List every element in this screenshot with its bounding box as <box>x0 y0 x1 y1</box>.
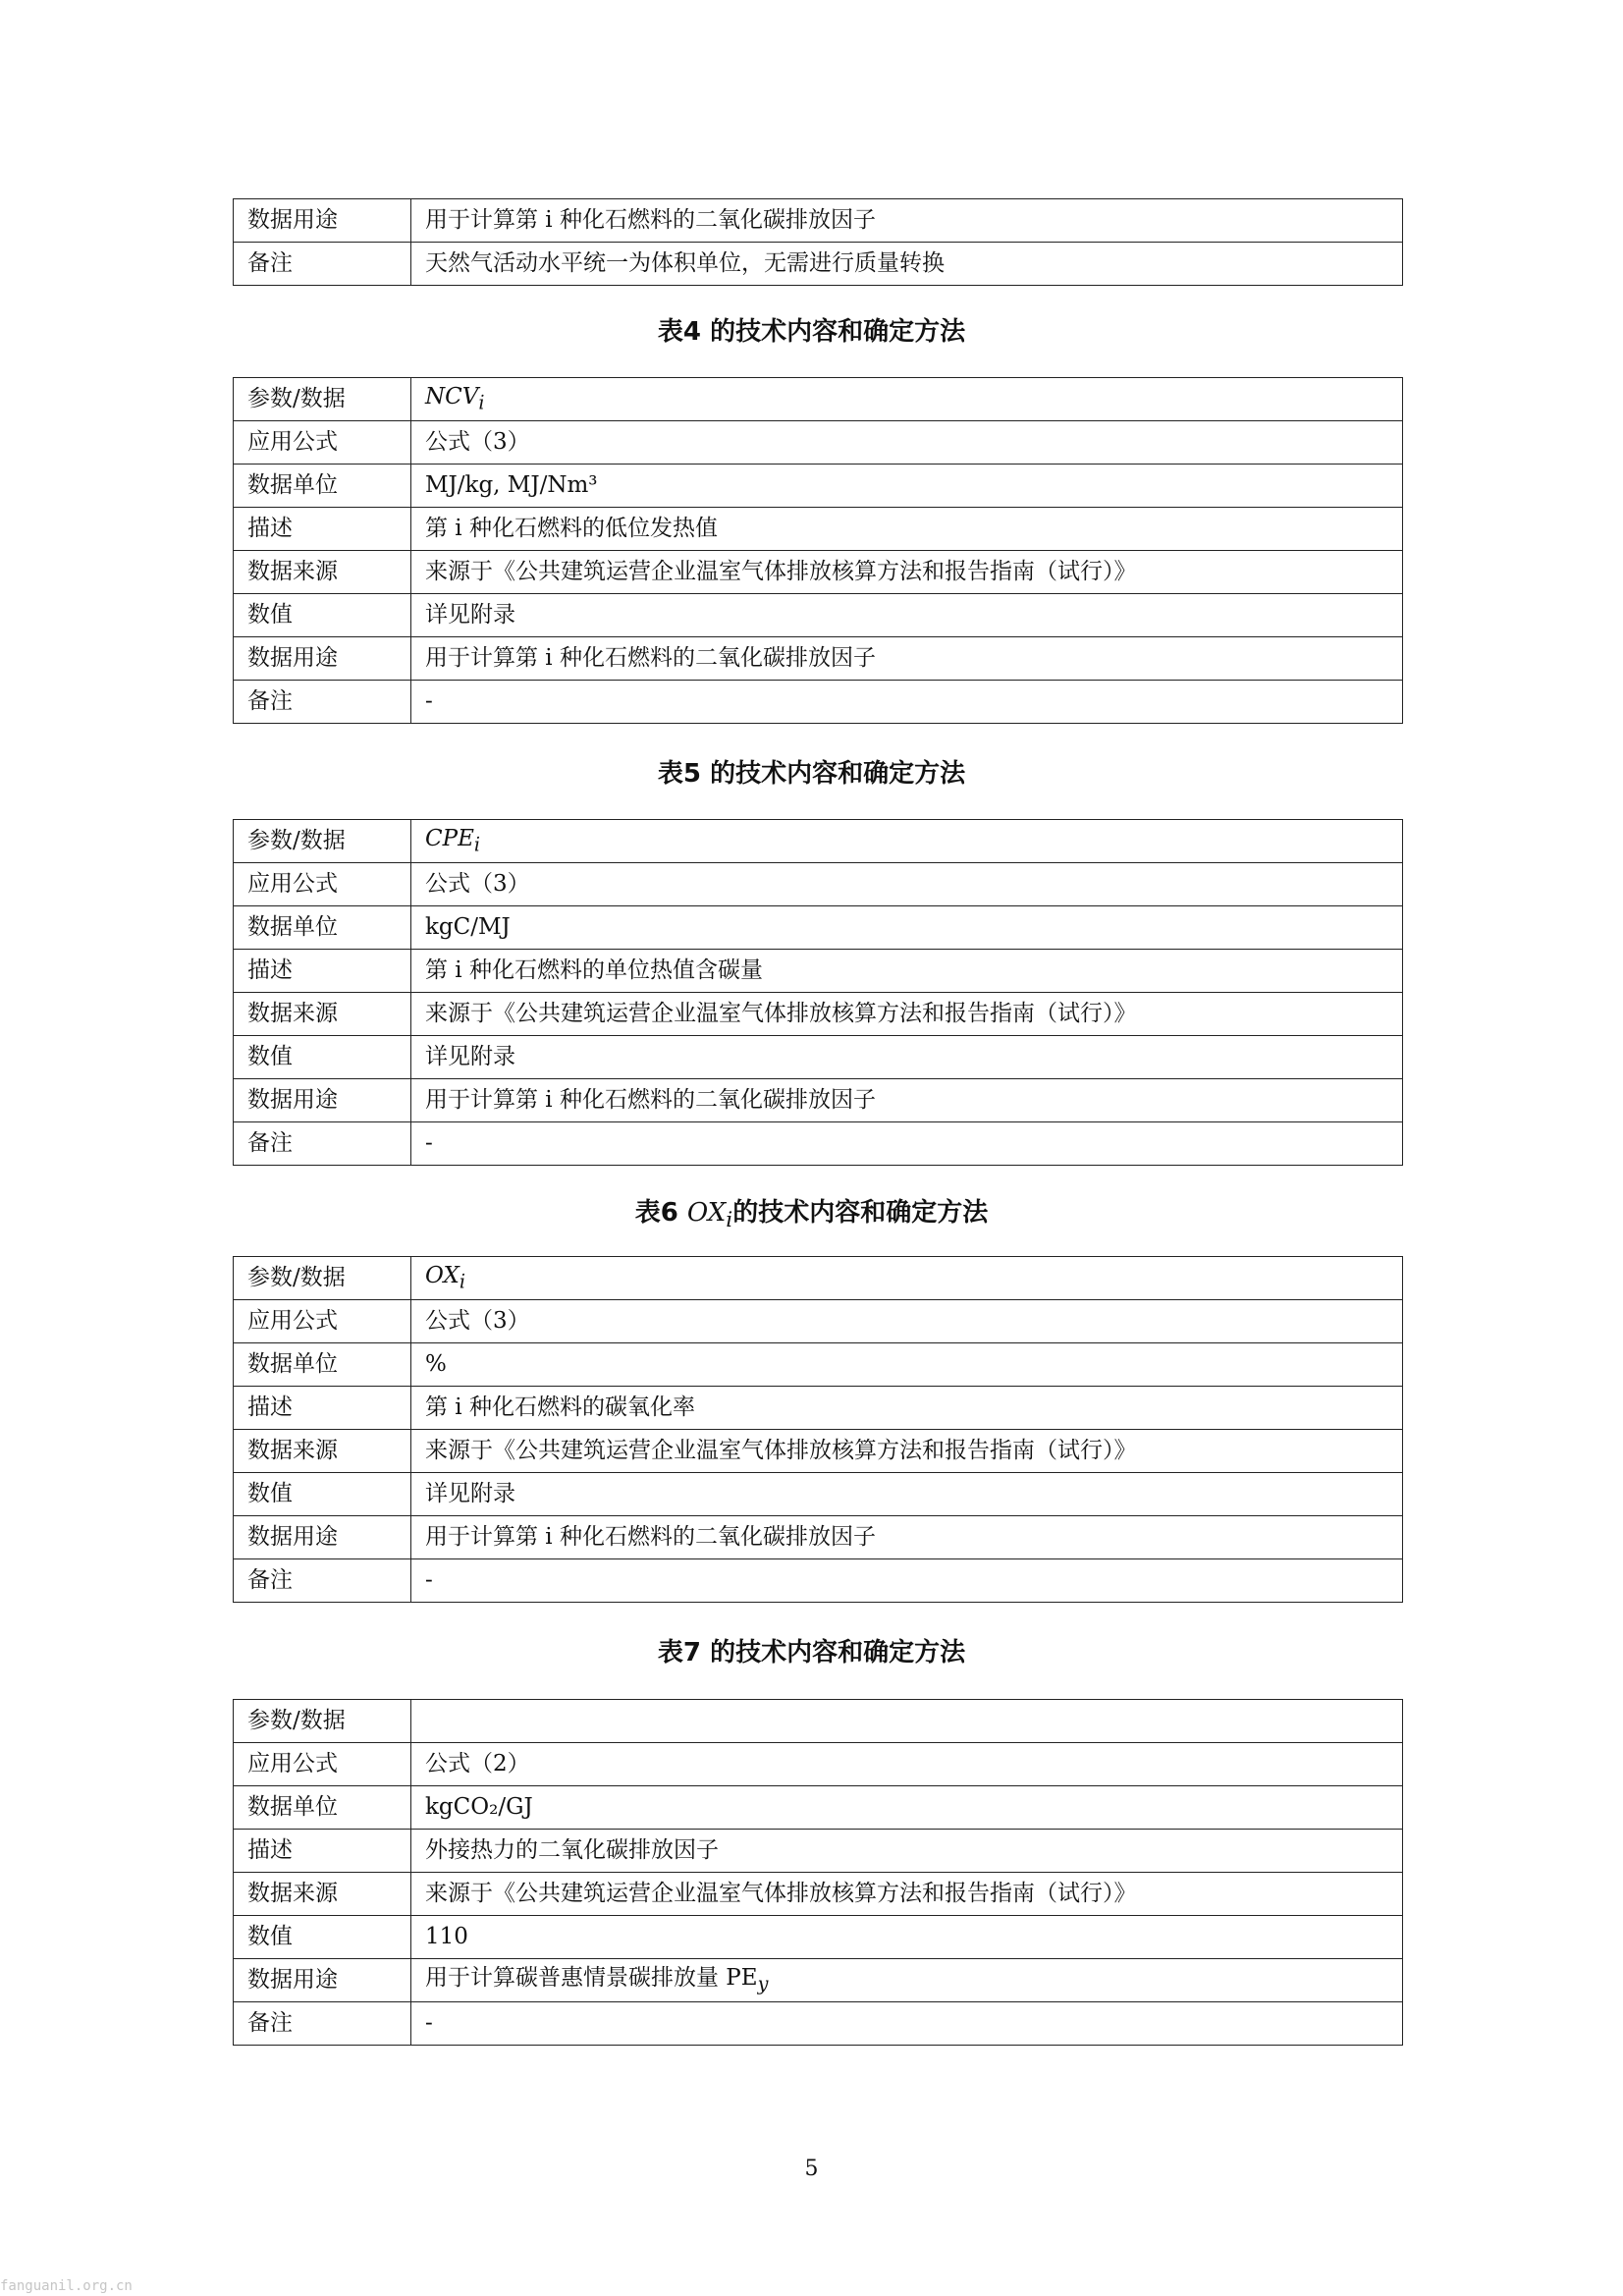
table-6 <box>233 1256 1403 1603</box>
table-row <box>234 378 1403 421</box>
row-key: 数据来源 <box>234 1430 411 1473</box>
table-row <box>234 1516 1403 1559</box>
caption-prefix: 表6 <box>634 1198 678 1228</box>
table-row <box>234 1387 1403 1430</box>
param-symbol: $NCV_i$ <box>411 378 1403 421</box>
table-row <box>234 1786 1403 1830</box>
row-value: - <box>411 1122 1403 1166</box>
table-row <box>234 1559 1403 1603</box>
row-key: 数据来源 <box>234 993 411 1036</box>
row-value: 第 i 种化石燃料的单位热值含碳量 <box>411 950 1403 993</box>
table-7 <box>233 1699 1403 2046</box>
row-value: 外接热力的二氧化碳排放因子 <box>411 1830 1403 1873</box>
row-value: - <box>411 681 1403 724</box>
row-value: - <box>411 1559 1403 1603</box>
row-value: % <box>411 1343 1403 1387</box>
table-row <box>234 1873 1403 1916</box>
row-value: 来源于《公共建筑运营企业温室气体排放核算方法和报告指南（试行）》 <box>411 1430 1403 1473</box>
row-value: - <box>411 2002 1403 2046</box>
row-key: 参数/数据 <box>234 1257 411 1300</box>
table-row <box>234 2002 1403 2046</box>
table-3-tail <box>233 198 1403 286</box>
row-value: 来源于《公共建筑运营企业温室气体排放核算方法和报告指南（试行）》 <box>411 993 1403 1036</box>
row-key: 备注 <box>234 2002 411 2046</box>
caption-suffix: 的技术内容和确定方法 <box>710 1638 966 1667</box>
table-row <box>234 1036 1403 1079</box>
param-symbol <box>411 1700 1403 1743</box>
row-value: 110 <box>411 1916 1403 1959</box>
caption-suffix: 的技术内容和确定方法 <box>710 317 966 347</box>
row-value: 公式（2） <box>411 1743 1403 1786</box>
table-row <box>234 551 1403 594</box>
row-key: 数据用途 <box>234 1079 411 1122</box>
table-row <box>234 1700 1403 1743</box>
table-6-caption <box>0 1200 1623 1231</box>
row-key: 数据单位 <box>234 465 411 508</box>
table-row <box>234 1430 1403 1473</box>
table-row <box>234 1830 1403 1873</box>
row-key: 描述 <box>234 508 411 551</box>
caption-prefix: 表5 <box>657 759 701 789</box>
row-key: 数据来源 <box>234 551 411 594</box>
table-row <box>234 820 1403 863</box>
row-key: 数据用途 <box>234 1959 411 2002</box>
table-5 <box>233 819 1403 1166</box>
row-value: 用于计算第 i 种化石燃料的二氧化碳排放因子 <box>411 637 1403 681</box>
row-key: 数据单位 <box>234 1343 411 1387</box>
row-key: 参数/数据 <box>234 820 411 863</box>
row-key: 数据来源 <box>234 1873 411 1916</box>
row-value: MJ/kg, MJ/Nm³ <box>411 465 1403 508</box>
row-value: 用于计算碳普惠情景碳排放量 $PE_y$ <box>411 1959 1403 2002</box>
row-key: 数值 <box>234 1473 411 1516</box>
row-value: 公式（3） <box>411 863 1403 906</box>
table-row <box>234 906 1403 950</box>
row-value: 公式（3） <box>411 1300 1403 1343</box>
row-key: 数据用途 <box>234 1516 411 1559</box>
table-4 <box>233 377 1403 724</box>
table-row <box>234 1079 1403 1122</box>
table-4-caption <box>0 319 1623 345</box>
table-row <box>234 993 1403 1036</box>
row-key: 应用公式 <box>234 863 411 906</box>
row-value: 第 i 种化石燃料的碳氧化率 <box>411 1387 1403 1430</box>
row-key: 备注 <box>234 681 411 724</box>
row-value: 天然气活动水平统一为体积单位，无需进行质量转换 <box>411 243 1403 286</box>
row-key: 数据单位 <box>234 1786 411 1830</box>
row-value: 来源于《公共建筑运营企业温室气体排放核算方法和报告指南（试行）》 <box>411 551 1403 594</box>
caption-prefix: 表7 <box>657 1638 701 1667</box>
row-key: 描述 <box>234 1830 411 1873</box>
row-key: 数据用途 <box>234 199 411 243</box>
row-key: 参数/数据 <box>234 1700 411 1743</box>
row-key: 备注 <box>234 1559 411 1603</box>
row-value: 用于计算第 i 种化石燃料的二氧化碳排放因子 <box>411 199 1403 243</box>
table-row <box>234 1122 1403 1166</box>
table-row <box>234 950 1403 993</box>
table-row <box>234 199 1403 243</box>
table-row <box>234 1257 1403 1300</box>
page-number: 5 <box>804 2157 819 2181</box>
row-value: 用于计算第 i 种化石燃料的二氧化碳排放因子 <box>411 1079 1403 1122</box>
table-row <box>234 1916 1403 1959</box>
caption-suffix: 的技术内容和确定方法 <box>710 759 966 789</box>
row-key: 数值 <box>234 594 411 637</box>
table-row <box>234 637 1403 681</box>
table-row <box>234 1473 1403 1516</box>
row-value: 第 i 种化石燃料的低位发热值 <box>411 508 1403 551</box>
table-row <box>234 508 1403 551</box>
table-row <box>234 243 1403 286</box>
row-value: 公式（3） <box>411 421 1403 465</box>
table-row <box>234 681 1403 724</box>
caption-suffix: 的技术内容和确定方法 <box>732 1198 989 1228</box>
table-7-caption <box>0 1640 1623 1666</box>
row-key: 应用公式 <box>234 1743 411 1786</box>
row-key: 描述 <box>234 1387 411 1430</box>
row-key: 应用公式 <box>234 1300 411 1343</box>
table-row <box>234 421 1403 465</box>
row-key: 数值 <box>234 1916 411 1959</box>
param-symbol: $CPE_i$ <box>411 820 1403 863</box>
watermark: fanguanil.org.cn <box>0 2278 133 2294</box>
row-value: 用于计算第 i 种化石燃料的二氧化碳排放因子 <box>411 1516 1403 1559</box>
row-key: 数值 <box>234 1036 411 1079</box>
row-key: 描述 <box>234 950 411 993</box>
row-value: 详见附录 <box>411 1473 1403 1516</box>
table-row <box>234 1743 1403 1786</box>
row-value: 详见附录 <box>411 1036 1403 1079</box>
row-key: 数据单位 <box>234 906 411 950</box>
row-value: kgC/MJ <box>411 906 1403 950</box>
table-row <box>234 1959 1403 2002</box>
row-key: 参数/数据 <box>234 378 411 421</box>
row-key: 备注 <box>234 243 411 286</box>
row-key: 应用公式 <box>234 421 411 465</box>
table-5-caption <box>0 761 1623 787</box>
row-value: 来源于《公共建筑运营企业温室气体排放核算方法和报告指南（试行）》 <box>411 1873 1403 1916</box>
table-row <box>234 1300 1403 1343</box>
caption-symbol: $OX_i$ <box>686 1198 733 1233</box>
table-row <box>234 863 1403 906</box>
row-key: 数据用途 <box>234 637 411 681</box>
row-key: 备注 <box>234 1122 411 1166</box>
caption-prefix: 表4 <box>657 317 701 347</box>
row-value: 详见附录 <box>411 594 1403 637</box>
table-row <box>234 594 1403 637</box>
row-value: kgCO₂/GJ <box>411 1786 1403 1830</box>
table-row <box>234 465 1403 508</box>
param-symbol: $OX_i$ <box>411 1257 1403 1300</box>
table-row <box>234 1343 1403 1387</box>
